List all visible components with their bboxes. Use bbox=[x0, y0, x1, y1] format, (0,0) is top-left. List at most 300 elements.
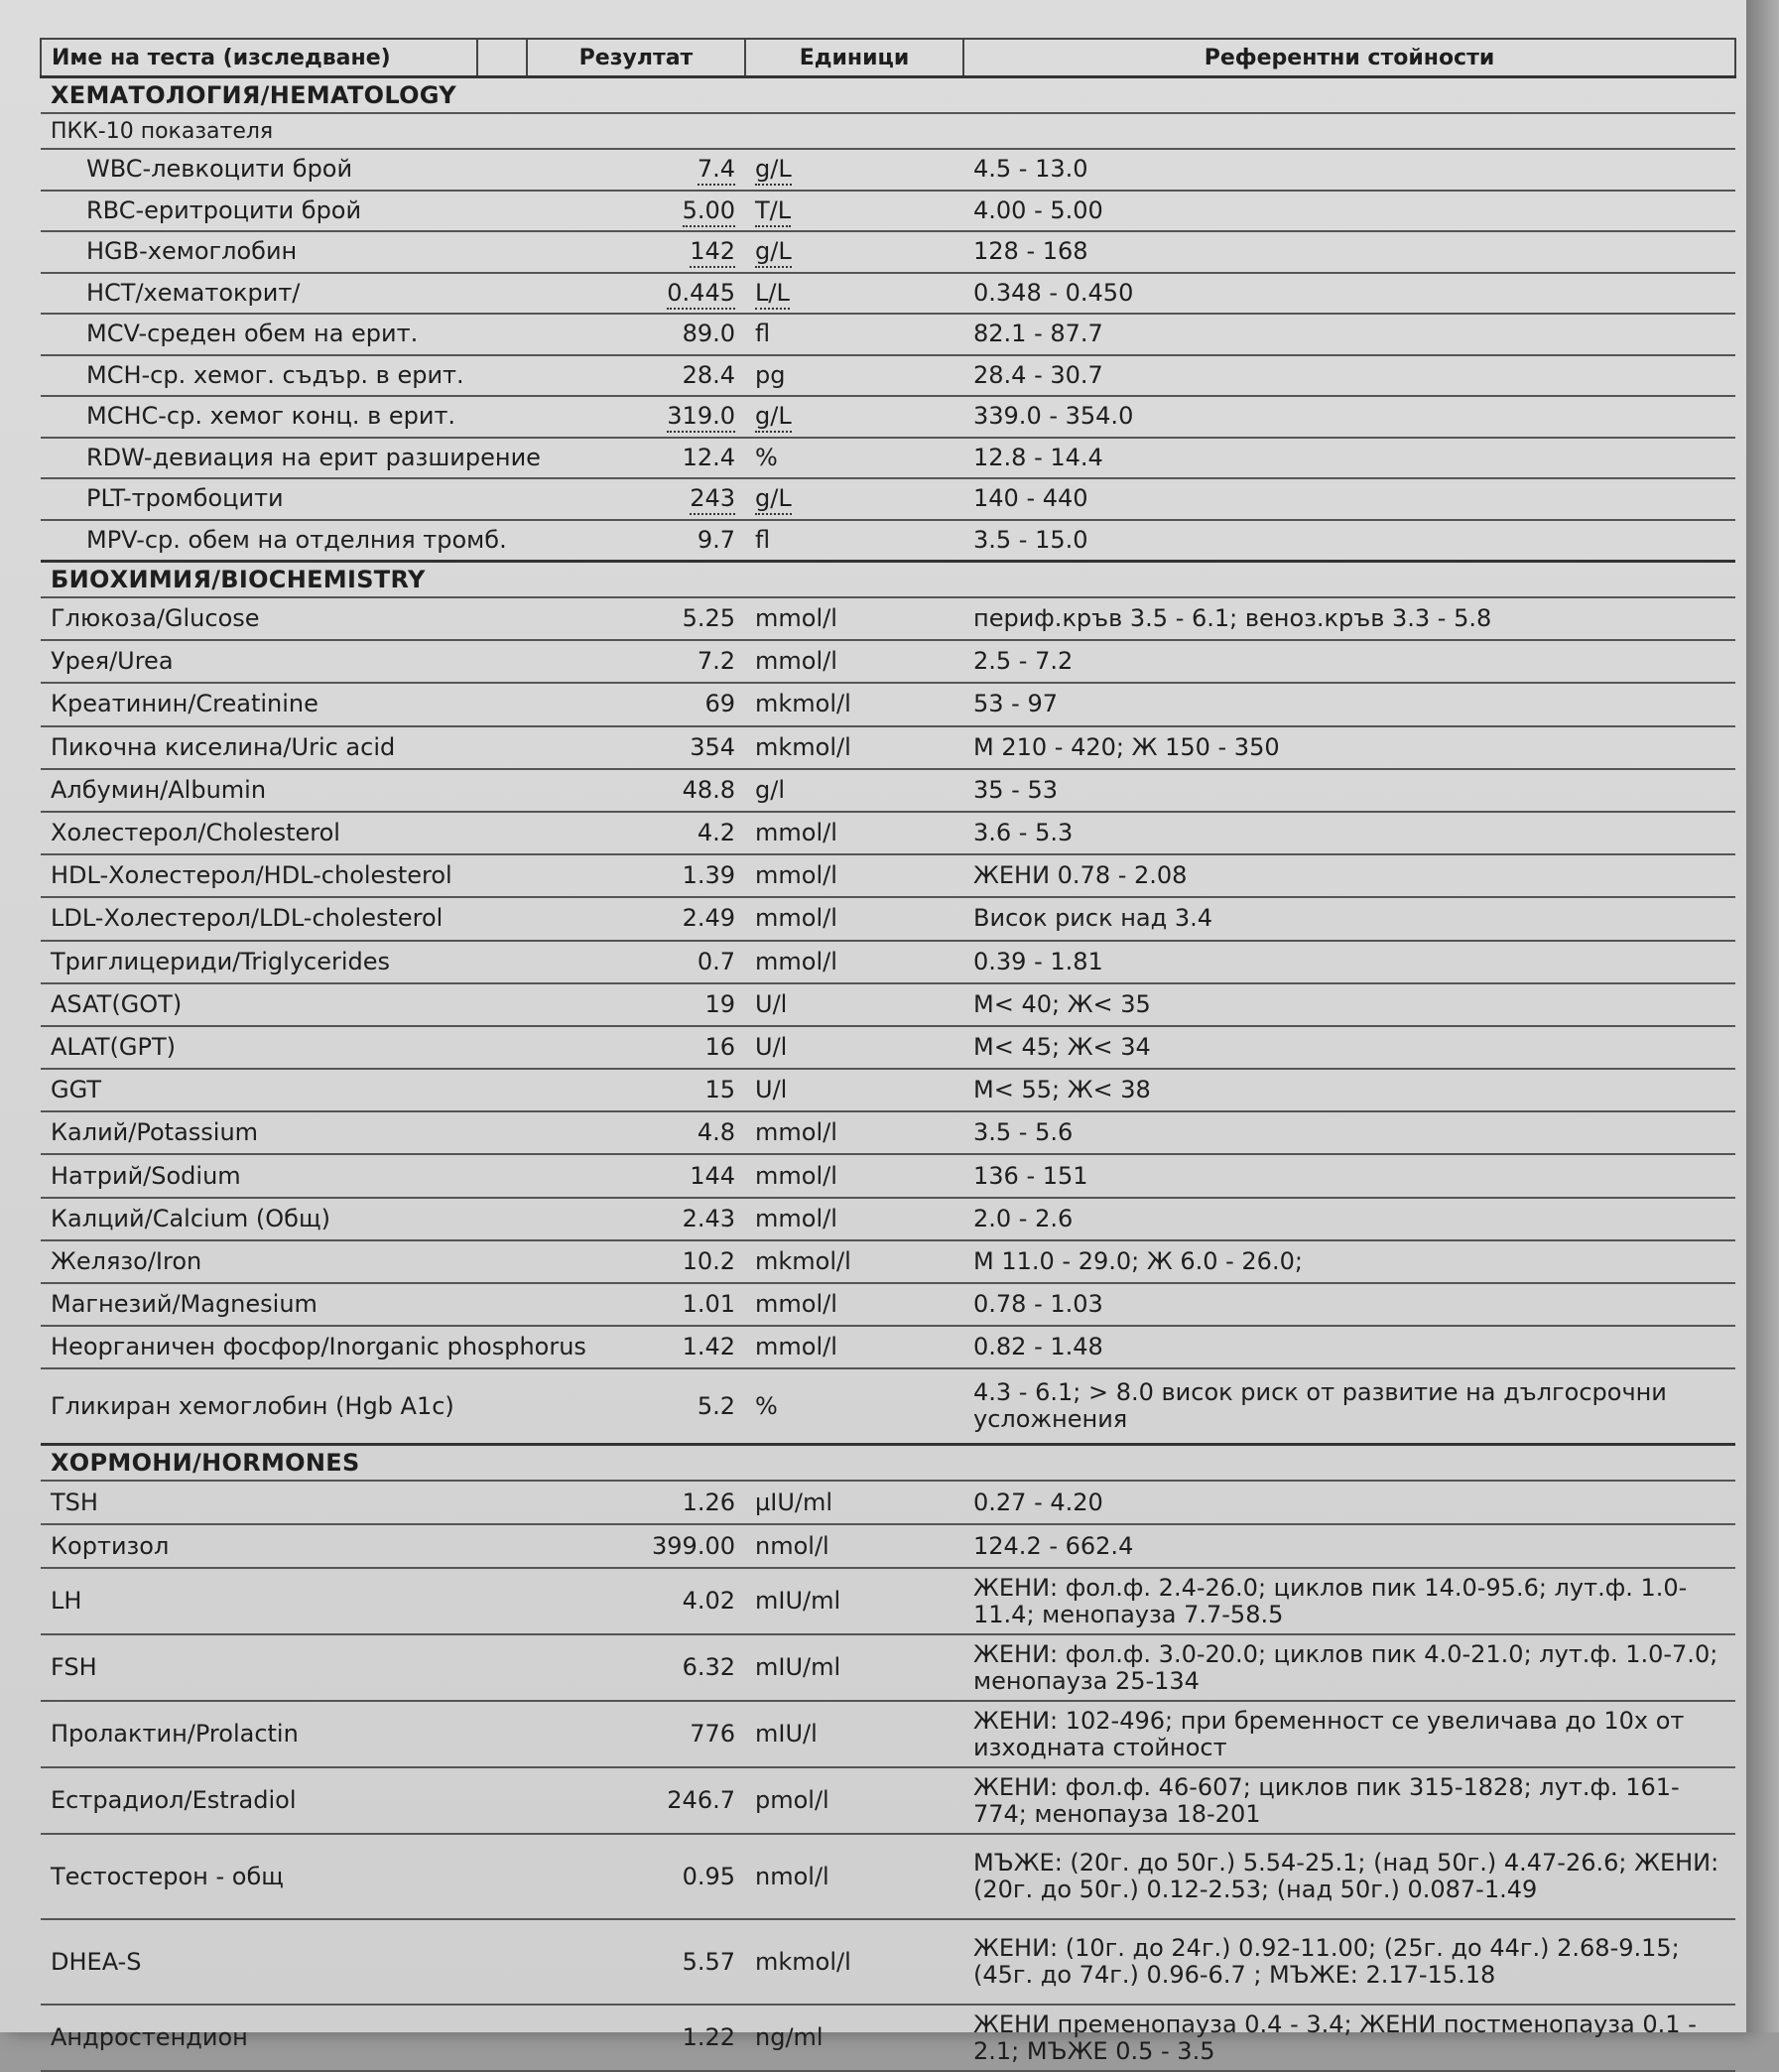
test-name-cell bbox=[41, 726, 527, 769]
unit-cell bbox=[745, 2005, 963, 2071]
reference-cell bbox=[963, 1834, 1735, 1919]
result-text: 89.0 bbox=[682, 320, 735, 348]
test-name-text: MCH-ср. хемог. съдър. в ерит. bbox=[86, 360, 464, 389]
section-hormones bbox=[41, 1445, 1735, 1482]
unit-text: mmol/l bbox=[755, 1118, 837, 1147]
table-row bbox=[41, 1069, 1735, 1111]
test-name-text: MCV-среден обем на ерит. bbox=[86, 320, 419, 348]
reference-text: 2.0 - 2.6 bbox=[973, 1204, 1074, 1232]
reference-cell bbox=[963, 1524, 1735, 1568]
unit-text: % bbox=[755, 443, 778, 471]
unit-cell bbox=[745, 314, 963, 355]
result-cell bbox=[527, 1368, 745, 1445]
section-title: ХОРМОНИ/HORMONES bbox=[41, 1445, 1735, 1482]
reference-text: М< 45; Ж< 34 bbox=[973, 1032, 1151, 1061]
test-name-cell bbox=[41, 438, 541, 479]
unit-cell bbox=[745, 355, 963, 397]
reference-cell bbox=[963, 1919, 1735, 2005]
test-name-cell bbox=[41, 520, 527, 562]
test-name-cell bbox=[41, 640, 527, 683]
result-cell bbox=[527, 231, 745, 273]
test-name-cell bbox=[41, 1368, 527, 1445]
result-cell bbox=[527, 1283, 745, 1326]
reference-text: 35 - 53 bbox=[973, 775, 1058, 804]
unit-cell bbox=[745, 1198, 963, 1240]
test-name-cell bbox=[41, 1524, 527, 1568]
result-cell bbox=[527, 897, 745, 940]
unit-cell bbox=[745, 520, 963, 562]
result-text: 16 bbox=[704, 1032, 735, 1061]
test-name-cell bbox=[41, 1154, 527, 1197]
test-name-cell bbox=[41, 355, 527, 397]
reference-text: 3.6 - 5.3 bbox=[973, 819, 1074, 847]
result-cell bbox=[527, 1568, 745, 1634]
result-text: 15 bbox=[704, 1076, 735, 1104]
unit-text: mkmol/l bbox=[755, 732, 851, 761]
unit-cell bbox=[745, 1240, 963, 1283]
result-text: 0.445 bbox=[667, 279, 735, 310]
reference-cell bbox=[963, 355, 1735, 397]
unit-cell bbox=[745, 1568, 963, 1634]
unit-cell bbox=[745, 812, 963, 854]
test-name-cell bbox=[41, 1240, 527, 1283]
unit-text: g/L bbox=[755, 402, 792, 433]
result-text: 246.7 bbox=[667, 1786, 735, 1815]
test-name-text: ALAT(GPT) bbox=[51, 1032, 177, 1061]
unit-cell bbox=[745, 1481, 963, 1524]
test-name-cell bbox=[41, 2005, 527, 2071]
test-name-text: TSH bbox=[51, 1488, 98, 1516]
test-name-cell bbox=[41, 683, 527, 725]
result-text: 69 bbox=[704, 690, 735, 718]
test-name-cell bbox=[41, 396, 527, 438]
table-row bbox=[41, 726, 1735, 769]
result-text: 2.43 bbox=[682, 1204, 735, 1232]
unit-cell bbox=[745, 231, 963, 273]
reference-text: 28.4 - 30.7 bbox=[973, 360, 1103, 389]
result-cell bbox=[527, 438, 745, 479]
test-name-text: Андростендион bbox=[51, 2023, 248, 2052]
result-cell bbox=[527, 1919, 745, 2005]
test-name-text: Урея/Urea bbox=[51, 647, 174, 676]
unit-cell bbox=[745, 683, 963, 725]
result-text: 19 bbox=[704, 989, 735, 1018]
test-name-text: Калций/Calcium (Общ) bbox=[51, 1204, 330, 1232]
reference-cell bbox=[963, 1069, 1735, 1111]
reference-cell bbox=[963, 1634, 1735, 1701]
unit-text: mmol/l bbox=[755, 1333, 837, 1361]
unit-text: fl bbox=[755, 320, 771, 348]
unit-text: ng/ml bbox=[755, 2023, 824, 2052]
test-name-cell bbox=[41, 897, 527, 940]
reference-text: ЖЕНИ пременопауза 0.4 - 3.4; ЖЕНИ постменопауза 0.1 - 2.1; МЪЖЕ 0.5 - 3.5 bbox=[973, 2009, 1697, 2065]
header-units: Единици bbox=[745, 39, 963, 77]
test-name-cell bbox=[41, 1198, 527, 1240]
unit-text: U/l bbox=[755, 989, 788, 1018]
table-row bbox=[41, 1368, 1735, 1445]
reference-text: 12.8 - 14.4 bbox=[973, 443, 1103, 471]
reference-text: 0.27 - 4.20 bbox=[973, 1488, 1103, 1516]
result-cell bbox=[527, 1240, 745, 1283]
reference-text: 53 - 97 bbox=[973, 690, 1058, 718]
result-cell bbox=[527, 1767, 745, 1834]
unit-cell bbox=[745, 769, 963, 812]
reference-text: периф.кръв 3.5 - 6.1; веноз.кръв 3.3 - 5.8 bbox=[973, 604, 1492, 633]
test-name-cell bbox=[41, 1568, 527, 1634]
header-reference: Референтни стойности bbox=[963, 39, 1735, 77]
unit-text: mIU/ml bbox=[755, 1653, 841, 1682]
result-cell bbox=[527, 941, 745, 983]
reference-cell bbox=[963, 438, 1735, 479]
result-text: 5.25 bbox=[682, 604, 735, 633]
test-name-cell bbox=[41, 191, 527, 232]
test-name-text: RDW-девиация на ерит разширение bbox=[86, 443, 541, 471]
reference-text: ЖЕНИ: фол.ф. 46-607; циклов пик 315-1828; лут.ф. 161-774; менопауза 18-201 bbox=[973, 1772, 1680, 1828]
table-row bbox=[41, 983, 1735, 1026]
test-name-text: HDL-Холестерол/HDL-cholesterol bbox=[51, 861, 452, 890]
unit-cell bbox=[745, 1524, 963, 1568]
test-name-cell bbox=[41, 231, 527, 273]
test-name-cell bbox=[41, 1069, 527, 1111]
result-cell bbox=[527, 597, 745, 640]
table-row bbox=[41, 597, 1735, 640]
result-cell bbox=[527, 769, 745, 812]
table-row bbox=[41, 640, 1735, 683]
result-cell bbox=[527, 1524, 745, 1568]
table-row bbox=[41, 941, 1735, 983]
table-row bbox=[41, 149, 1735, 191]
reference-text: ЖЕНИ 0.78 - 2.08 bbox=[973, 861, 1188, 890]
reference-cell bbox=[963, 1767, 1735, 1834]
test-name-cell bbox=[41, 1111, 527, 1154]
unit-text: mIU/ml bbox=[755, 1587, 841, 1616]
unit-text: U/l bbox=[755, 1032, 788, 1061]
unit-cell bbox=[745, 1154, 963, 1197]
result-text: 5.00 bbox=[683, 196, 735, 227]
result-text: 1.22 bbox=[682, 2023, 735, 2052]
header-empty-cell bbox=[477, 39, 527, 77]
result-text: 0.7 bbox=[697, 947, 735, 975]
result-text: 2.49 bbox=[682, 904, 735, 933]
unit-text: mkmol/l bbox=[755, 690, 851, 718]
test-name-cell bbox=[41, 273, 527, 315]
reference-text: 82.1 - 87.7 bbox=[973, 320, 1103, 348]
test-name-text: GGT bbox=[51, 1076, 101, 1104]
result-cell bbox=[527, 1701, 745, 1767]
unit-cell bbox=[745, 1919, 963, 2005]
unit-text: mmol/l bbox=[755, 947, 837, 975]
reference-cell bbox=[963, 2005, 1735, 2071]
unit-cell bbox=[745, 1326, 963, 1368]
test-name-text: PLT-тромбоцити bbox=[86, 484, 284, 513]
result-cell bbox=[527, 1481, 745, 1524]
test-name-text: ASAT(GOT) bbox=[51, 989, 183, 1018]
unit-cell bbox=[745, 478, 963, 520]
result-cell bbox=[527, 1111, 745, 1154]
unit-cell bbox=[745, 1069, 963, 1111]
test-name-text: Желязо/Iron bbox=[51, 1246, 202, 1275]
reference-cell bbox=[963, 191, 1735, 232]
unit-cell bbox=[745, 1701, 963, 1767]
table-row bbox=[41, 1767, 1735, 1834]
unit-text: g/L bbox=[755, 484, 792, 515]
unit-cell bbox=[745, 897, 963, 940]
table-row bbox=[41, 1701, 1735, 1767]
table-row bbox=[41, 478, 1735, 520]
reference-text: ЖЕНИ: фол.ф. 2.4-26.0; циклов пик 14.0-95.6; лут.ф. 1.0-11.4; менопауза 7.7-58.5 bbox=[973, 1573, 1688, 1628]
result-cell bbox=[527, 726, 745, 769]
unit-cell bbox=[745, 149, 963, 191]
result-cell bbox=[527, 854, 745, 897]
table-row bbox=[41, 1919, 1735, 2005]
unit-text: mmol/l bbox=[755, 819, 837, 847]
result-cell bbox=[527, 478, 745, 520]
reference-cell bbox=[963, 1026, 1735, 1069]
table-row bbox=[41, 231, 1735, 273]
background-surface bbox=[1746, 0, 1779, 2032]
table-row bbox=[41, 396, 1735, 438]
unit-cell bbox=[745, 941, 963, 983]
reference-cell bbox=[963, 314, 1735, 355]
result-text: 9.7 bbox=[697, 525, 735, 554]
lab-results-table bbox=[40, 38, 1736, 2072]
subsection-cbc bbox=[41, 113, 1735, 149]
unit-cell bbox=[745, 1026, 963, 1069]
reference-text: 3.5 - 5.6 bbox=[973, 1118, 1074, 1147]
test-name-text: Неорганичен фосфор/Inorganic phosphorus bbox=[51, 1333, 586, 1361]
table-row bbox=[41, 1026, 1735, 1069]
result-text: 10.2 bbox=[682, 1246, 735, 1275]
test-name-text: Гликиран хемоглобин (Hgb A1c) bbox=[51, 1391, 454, 1420]
unit-cell bbox=[745, 1767, 963, 1834]
unit-text: U/l bbox=[755, 1076, 788, 1104]
test-name-text: Триглицериди/Triglycerides bbox=[51, 947, 391, 975]
table-row bbox=[41, 897, 1735, 940]
unit-text: g/l bbox=[755, 775, 785, 804]
reference-text: МЪЖЕ: (20г. до 50г.) 5.54-25.1; (над 50г.) 4.47-26.6; ЖЕНИ: (20г. до 50г.) 0.12-2.53; (над 50г.) 0.087-1.49 bbox=[973, 1849, 1719, 1904]
reference-text: 136 - 151 bbox=[973, 1161, 1088, 1190]
unit-text: mkmol/l bbox=[755, 1947, 851, 1976]
result-cell bbox=[527, 355, 745, 397]
result-cell bbox=[527, 1198, 745, 1240]
reference-cell bbox=[963, 149, 1735, 191]
test-name-text: MCHC-ср. хемог конц. в ерит. bbox=[86, 402, 456, 431]
unit-text: pmol/l bbox=[755, 1786, 829, 1815]
result-cell bbox=[527, 1634, 745, 1701]
table-row bbox=[41, 1198, 1735, 1240]
reference-text: 339.0 - 354.0 bbox=[973, 402, 1134, 431]
unit-cell bbox=[745, 983, 963, 1026]
table-row bbox=[41, 1568, 1735, 1634]
result-cell bbox=[527, 314, 745, 355]
result-text: 4.02 bbox=[682, 1587, 735, 1616]
result-cell bbox=[527, 1069, 745, 1111]
reference-text: 4.00 - 5.00 bbox=[973, 195, 1103, 224]
test-name-text: MPV-ср. обем на отделния тромб. bbox=[86, 525, 507, 554]
unit-text: g/L bbox=[755, 155, 792, 186]
test-name-cell bbox=[41, 769, 527, 812]
result-text: 28.4 bbox=[682, 360, 735, 389]
test-name-cell bbox=[41, 854, 527, 897]
unit-cell bbox=[745, 273, 963, 315]
reference-cell bbox=[963, 396, 1735, 438]
reference-cell bbox=[963, 683, 1735, 725]
reference-text: 3.5 - 15.0 bbox=[973, 525, 1088, 554]
table-row bbox=[41, 1481, 1735, 1524]
section-hematology bbox=[41, 77, 1735, 114]
result-text: 7.2 bbox=[697, 647, 735, 676]
test-name-cell bbox=[41, 1767, 527, 1834]
result-text: 399.00 bbox=[652, 1531, 735, 1560]
result-text: 1.39 bbox=[682, 861, 735, 890]
table-row bbox=[41, 1240, 1735, 1283]
table-row bbox=[41, 1283, 1735, 1326]
test-name-text: Магнезий/Magnesium bbox=[51, 1290, 318, 1319]
unit-cell bbox=[745, 640, 963, 683]
result-text: 48.8 bbox=[682, 775, 735, 804]
unit-text: mmol/l bbox=[755, 861, 837, 890]
unit-cell bbox=[745, 1283, 963, 1326]
test-name-text: Пролактин/Prolactin bbox=[51, 1720, 299, 1748]
test-name-cell bbox=[41, 1481, 527, 1524]
test-name-cell bbox=[41, 941, 527, 983]
result-cell bbox=[527, 640, 745, 683]
reference-cell bbox=[963, 1283, 1735, 1326]
unit-text: mmol/l bbox=[755, 904, 837, 933]
table-row bbox=[41, 854, 1735, 897]
unit-text: nmol/l bbox=[755, 1531, 829, 1560]
reference-text: М 210 - 420; Ж 150 - 350 bbox=[973, 732, 1280, 761]
reference-cell bbox=[963, 1481, 1735, 1524]
reference-text: М< 55; Ж< 38 bbox=[973, 1076, 1151, 1104]
table-row bbox=[41, 1834, 1735, 1919]
table-header-row bbox=[41, 39, 1735, 77]
test-name-cell bbox=[41, 983, 527, 1026]
test-name-text: Глюкоза/Glucose bbox=[51, 604, 260, 633]
result-text: 1.42 bbox=[682, 1333, 735, 1361]
unit-cell bbox=[745, 854, 963, 897]
reference-text: 0.348 - 0.450 bbox=[973, 278, 1134, 307]
reference-text: 124.2 - 662.4 bbox=[973, 1531, 1134, 1560]
reference-text: ЖЕНИ: 102-496; при бременност се увеличава до 10х от изходната стойност bbox=[973, 1706, 1685, 1761]
table-row bbox=[41, 812, 1735, 854]
test-name-text: Холестерол/Cholesterol bbox=[51, 819, 340, 847]
reference-text: Висок риск над 3.4 bbox=[973, 904, 1213, 933]
unit-text: µIU/ml bbox=[755, 1488, 833, 1516]
test-name-text: Албумин/Albumin bbox=[51, 775, 267, 804]
result-cell bbox=[527, 2005, 745, 2071]
unit-cell bbox=[745, 396, 963, 438]
reference-cell bbox=[963, 478, 1735, 520]
test-name-text: LDL-Холестерол/LDL-cholesterol bbox=[51, 904, 444, 933]
unit-cell bbox=[745, 726, 963, 769]
test-name-cell bbox=[41, 812, 527, 854]
unit-text: mmol/l bbox=[755, 1204, 837, 1232]
unit-text: fl bbox=[755, 525, 771, 554]
unit-text: mIU/l bbox=[755, 1720, 818, 1748]
test-name-cell bbox=[41, 1026, 527, 1069]
reference-cell bbox=[963, 983, 1735, 1026]
reference-text: ЖЕНИ: фол.ф. 3.0-20.0; циклов пик 4.0-21.0; лут.ф. 1.0-7.0; менопауза 25-134 bbox=[973, 1639, 1718, 1695]
test-name-cell bbox=[41, 1834, 527, 1919]
result-cell bbox=[527, 1834, 745, 1919]
test-name-cell bbox=[41, 1326, 586, 1368]
table-row bbox=[41, 1524, 1735, 1568]
unit-cell bbox=[745, 597, 963, 640]
result-text: 144 bbox=[690, 1161, 735, 1190]
table-row bbox=[41, 1111, 1735, 1154]
reference-cell bbox=[963, 273, 1735, 315]
reference-cell bbox=[963, 1368, 1735, 1445]
reference-cell bbox=[963, 1701, 1735, 1767]
test-name-text: Пикочна киселина/Uric acid bbox=[51, 732, 396, 761]
result-text: 354 bbox=[690, 732, 735, 761]
test-name-cell bbox=[41, 597, 527, 640]
reference-cell bbox=[963, 854, 1735, 897]
table-row bbox=[41, 191, 1735, 232]
reference-text: 4.5 - 13.0 bbox=[973, 155, 1088, 184]
test-name-cell bbox=[41, 1283, 527, 1326]
reference-cell bbox=[963, 769, 1735, 812]
reference-cell bbox=[963, 1111, 1735, 1154]
reference-text: 0.39 - 1.81 bbox=[973, 947, 1103, 975]
reference-cell bbox=[963, 231, 1735, 273]
result-cell bbox=[527, 1154, 745, 1197]
unit-text: T/L bbox=[755, 196, 791, 227]
reference-cell bbox=[963, 640, 1735, 683]
test-name-text: LH bbox=[51, 1587, 82, 1616]
result-text: 0.95 bbox=[682, 1862, 735, 1890]
reference-text: 0.78 - 1.03 bbox=[973, 1290, 1103, 1319]
test-name-text: DHEA-S bbox=[51, 1947, 142, 1976]
reference-cell bbox=[963, 1326, 1735, 1368]
result-text: 776 bbox=[690, 1720, 735, 1748]
reference-text: 4.3 - 6.1; > 8.0 висок риск от развитие на дългосрочни усложнения bbox=[973, 1378, 1667, 1434]
section-title: ХЕМАТОЛОГИЯ/HEMATOLOGY bbox=[41, 77, 1735, 114]
test-name-cell bbox=[41, 1701, 527, 1767]
test-name-text: Креатинин/Creatinine bbox=[51, 690, 318, 718]
table-row bbox=[41, 683, 1735, 725]
subsection-title: ПКК-10 показателя bbox=[41, 113, 1735, 149]
header-result: Резултат bbox=[527, 39, 745, 77]
result-cell bbox=[527, 191, 745, 232]
section-biochemistry bbox=[41, 562, 1735, 598]
table-row bbox=[41, 355, 1735, 397]
result-cell bbox=[527, 149, 745, 191]
test-name-cell bbox=[41, 314, 527, 355]
test-name-text: Калий/Potassium bbox=[51, 1118, 259, 1147]
test-name-cell bbox=[41, 1919, 527, 2005]
reference-text: М< 40; Ж< 35 bbox=[973, 989, 1151, 1018]
result-cell bbox=[527, 983, 745, 1026]
table-row bbox=[41, 438, 1735, 479]
reference-text: 0.82 - 1.48 bbox=[973, 1333, 1103, 1361]
unit-text: mmol/l bbox=[755, 647, 837, 676]
result-text: 12.4 bbox=[682, 443, 735, 471]
result-text: 4.8 bbox=[697, 1118, 735, 1147]
result-text: 5.57 bbox=[682, 1947, 735, 1976]
unit-text: mkmol/l bbox=[755, 1246, 851, 1275]
test-name-text: FSH bbox=[51, 1653, 97, 1682]
test-name-cell bbox=[41, 1634, 527, 1701]
table-row bbox=[41, 2005, 1735, 2071]
table-row bbox=[41, 520, 1735, 562]
table-row bbox=[41, 273, 1735, 315]
unit-text: nmol/l bbox=[755, 1862, 829, 1890]
unit-cell bbox=[745, 1634, 963, 1701]
reference-cell bbox=[963, 1154, 1735, 1197]
test-name-text: HCT/хематокрит/ bbox=[86, 278, 301, 307]
